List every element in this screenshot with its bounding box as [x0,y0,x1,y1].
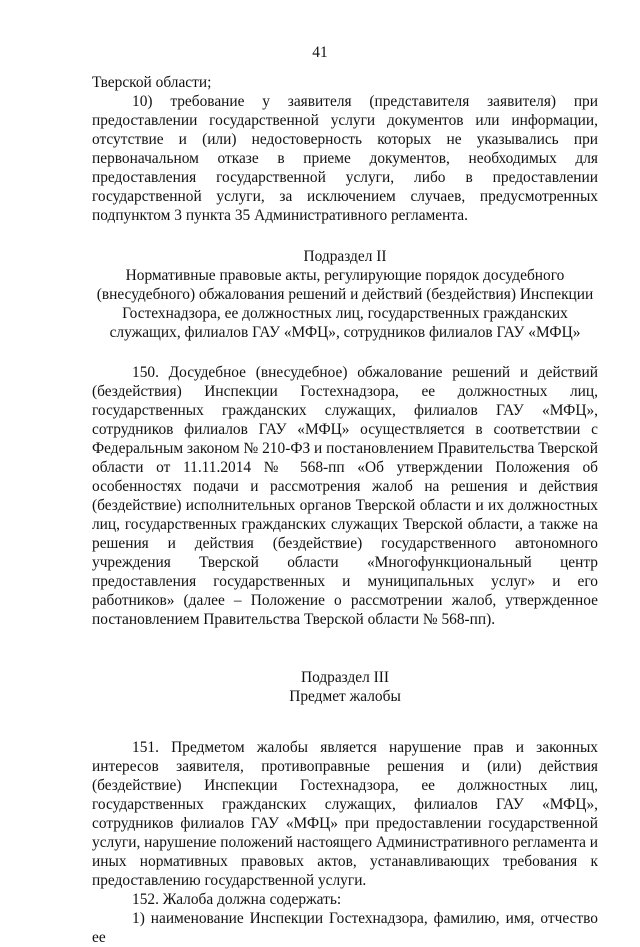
paragraph-151: 151. Предметом жалобы является нарушение прав и законных интересов заявителя, противоправные решения и (или) действия (бездействие) Инспекции Гостехнадзора, ее должностных лиц, государственных гражданских служащих, филиалов ГАУ «МФЦ», сотрудников филиалов ГАУ «МФЦ» при предоставлении государственной услуги, нарушение положений настоящего Административного регламента и иных нормативных правовых актов, устанавливающих требования к предоставлению государственной услуги. [92,739,598,889]
paragraph-152: 152. Жалоба должна содержать: [132,891,342,908]
subsection-2 [92,247,598,342]
page-number: 41 [312,44,328,61]
subsection-3 [92,668,598,706]
paragraph-150: 150. Досудебное (внесудебное) обжалование решений и действий (бездействия) Инспекции Гостехнадзора, ее должностных лиц, государственных гражданских служащих, филиалов ГАУ «МФЦ», сотрудников филиалов ГАУ «МФЦ» осуществляется в соответствии с Федеральным законом № 210-ФЗ и постановлением Правительства Тверской области от 11.11.2014 № 568-пп «Об утверждении Положения об особенностях подачи и рассмотрения жалоб на решения и действия (бездействие) исполнительных органов Тверской области и их должностных лиц, государственных гражданских служащих Тверской области, а также на решения и действия (бездействие) государственного автономного учреждения Тверской области «Многофункциональный центр предоставления государственных и муниципальных услуг» и его работников» (далее – Положение о рассмотрении жалоб, утвержденное постановлением Правительства Тверской области № 568-пп). [92,364,598,628]
subsection-2-title: Нормативные правовые акты, регулирующие порядок досудебного (внесудебного) обжалования решений и действий (бездействия) Инспекции Гостехнадзора, ее должностных лиц, государственных гражданских служащих, филиалов ГАУ «МФЦ», сотрудников филиалов ГАУ «МФЦ» [96,267,594,341]
page-content [92,73,598,947]
subsection-3-label: Подраздел III [300,669,390,686]
continuation-text: Тверской области; [92,74,212,91]
paragraph-152-item-1: 1) наименование Инспекции Гостехнадзора, фамилию, имя, отчество ее [92,910,598,946]
list-item-10: 10) требование у заявителя (представителя заявителя) при предоставлении государственной услуги документов или информации, отсутствие и (или) недостоверность которых не указывались при первоначальном отказе в приеме документов, необходимых для предоставления государственной услуги, либо в предоставлении государственной услуги, за исключением случаев, предусмотренных подпунктом 3 пункта 35 Административного регламента. [92,93,598,224]
subsection-3-title: Предмет жалобы [289,688,401,705]
subsection-2-label: Подраздел II [303,248,387,265]
